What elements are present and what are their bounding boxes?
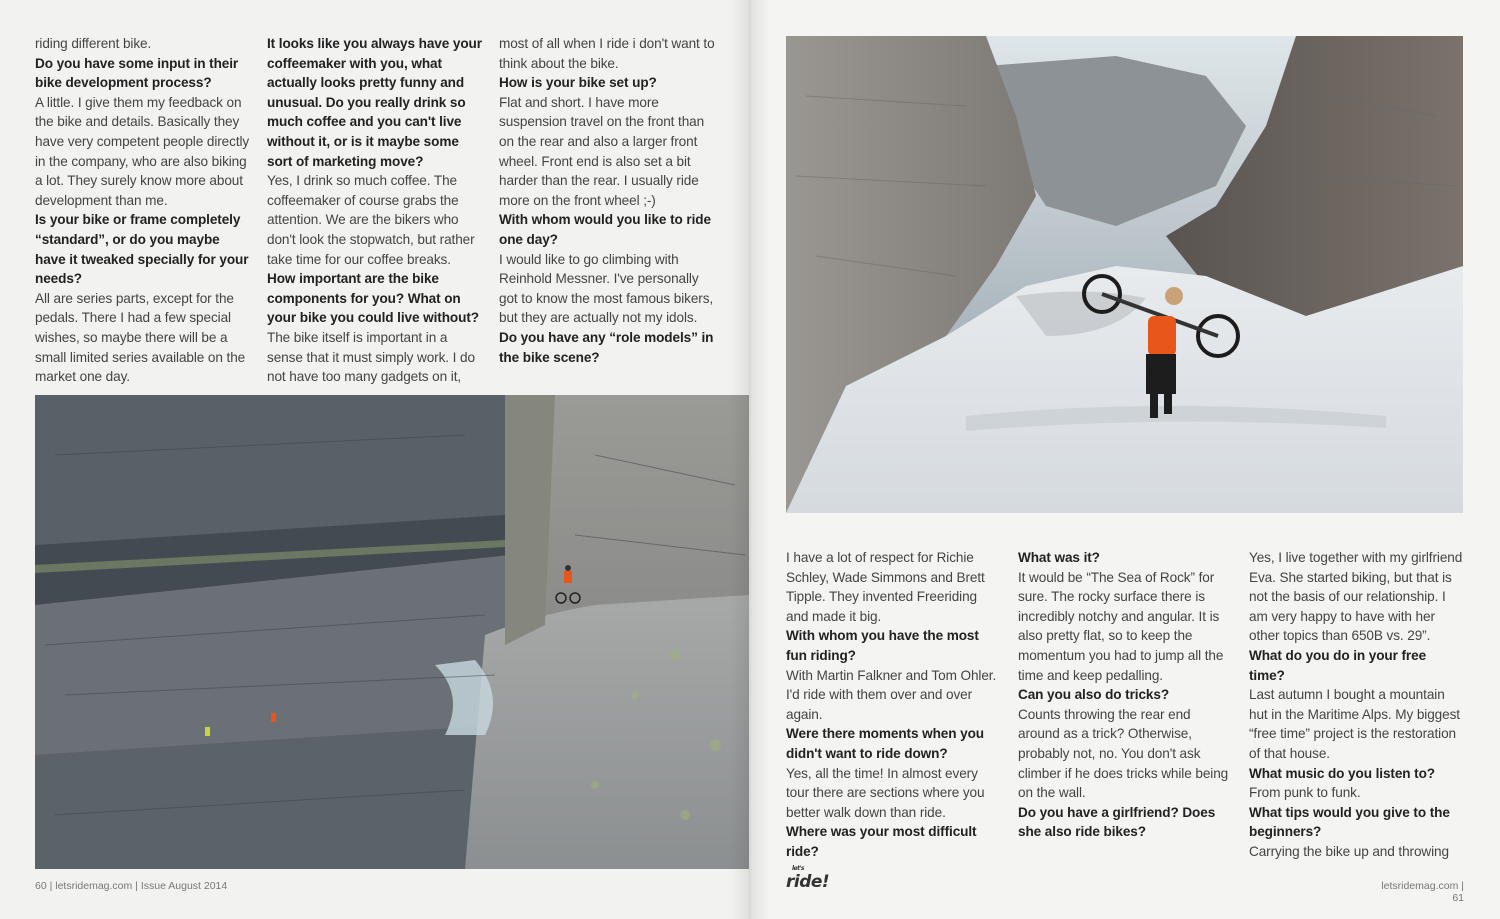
logo-lets: let's — [792, 865, 804, 872]
page-footer-left: 60 | letsridemag.com | Issue August 2014 — [35, 880, 228, 892]
interview-answer: A little. I give them my feedback on the bike and details. Basically they have very competent people directly in the company, who are also biking a lot. They surely know more about development than me. — [35, 94, 250, 208]
interview-answer: All are series parts, except for the pedals. There I had a few special wishes, so maybe there will be a small limited series available on the market one day. — [35, 290, 246, 385]
interview-answer: Yes, I live together with my girlfriend Eva. She started biking, but that is not the basis of our relationship. I am very happy to have with her other topics than 650B vs. 29”. — [1249, 550, 1463, 644]
interview-question: Is your bike or frame completely “standard”, or do you maybe have it tweaked specially for your needs? — [35, 212, 249, 287]
photo-rock-cliff-riders — [35, 395, 749, 869]
left-column-1 — [35, 34, 251, 387]
interview-question: What do you do in your free time? — [1249, 647, 1427, 683]
interview-question: With whom you have the most fun riding? — [786, 628, 979, 663]
page-footer-right: letsridemag.com | 61 — [1381, 880, 1464, 904]
right-column-1 — [786, 548, 1002, 862]
photo-snow-gully-bike-carry — [786, 36, 1463, 513]
right-column-3 — [1249, 548, 1465, 862]
interview-answer: Yes, I drink so much coffee. The coffeemaker of course grabs the attention. We are the bikers who don't look the stopwatch, but rather take time for our coffee breaks. — [267, 173, 475, 267]
interview-answer: With Martin Falkner and Tom Ohler. I'd ride with them over and over again. — [786, 667, 997, 722]
interview-answer: It would be “The Sea of Rock” for sure. The rocky surface there is incredibly notchy and angular. It is also pretty flat, so to keep the momentum you had to jump all the time and keep pedalling. — [1018, 569, 1224, 683]
interview-question: What was it? — [1018, 550, 1100, 565]
interview-answer: most of all when I ride i don't want to think about the bike. — [499, 36, 715, 71]
interview-question: Do you have some input in their bike development process? — [35, 55, 239, 91]
interview-answer: The bike itself is important in a sense that it must simply work. I do not have too many gadgets on it, — [267, 329, 475, 385]
interview-question: It looks like you always have your coffeemaker with you, what actually looks pretty funny and unusual. Do you really drink so much coffee and you can't live without it, or is it maybe some sort of marketing move? — [267, 36, 482, 169]
right-column-2 — [1018, 548, 1234, 842]
logo-ride: ride! — [786, 872, 830, 892]
interview-question: With whom would you like to ride one day? — [499, 212, 711, 247]
interview-answer: Last autumn I bought a mountain hut in the Maritime Alps. My biggest “free time” project is the restoration of that house. — [1249, 687, 1460, 761]
interview-answer: From punk to funk. — [1249, 785, 1361, 801]
right-page — [750, 0, 1500, 919]
interview-question: Were there moments when you didn't want to ride down? — [786, 726, 984, 761]
left-column-2 — [267, 34, 483, 387]
interview-question: Where was your most difficult ride? — [786, 824, 977, 859]
interview-question: Do you have a girlfriend? Does she also ride bikes? — [1018, 804, 1216, 840]
left-column-3 — [499, 34, 715, 367]
interview-question: What music do you listen to? — [1249, 765, 1436, 781]
ride-logo — [786, 865, 830, 892]
interview-answer: Yes, all the time! In almost every tour there are sections where you better walk down than ride. — [786, 765, 985, 820]
interview-question: Can you also do tricks? — [1018, 687, 1170, 703]
interview-answer: Carrying the bike up and throwing — [1249, 843, 1449, 859]
interview-answer: Counts throwing the rear end around as a trick? Otherwise, probably not, no. You don't ask climber if he does tricks while being on the wall. — [1018, 706, 1229, 801]
interview-question: What tips would you give to the beginners? — [1249, 804, 1450, 840]
interview-answer: riding different bike. — [35, 36, 152, 51]
interview-answer: Flat and short. I have more suspension travel on the front than on the rear and also a larger front wheel. Front end is also set a bit harder than the rear. I usually ride more on the front wheel ;-) — [499, 94, 705, 208]
interview-question: How is your bike set up? — [499, 75, 657, 91]
interview-question: Do you have any “role models” in the bike scene? — [499, 329, 714, 365]
interview-answer: I have a lot of respect for Richie Schley, Wade Simmons and Brett Tipple. They invented Freeriding and made it big. — [786, 550, 985, 624]
interview-answer: I would like to go climbing with Reinhold Messner. I've personally got to know the most famous bikers, but they are actually not my idols. — [499, 251, 714, 326]
interview-question: How important are the bike components for you? What on your bike you could live without? — [267, 271, 479, 326]
